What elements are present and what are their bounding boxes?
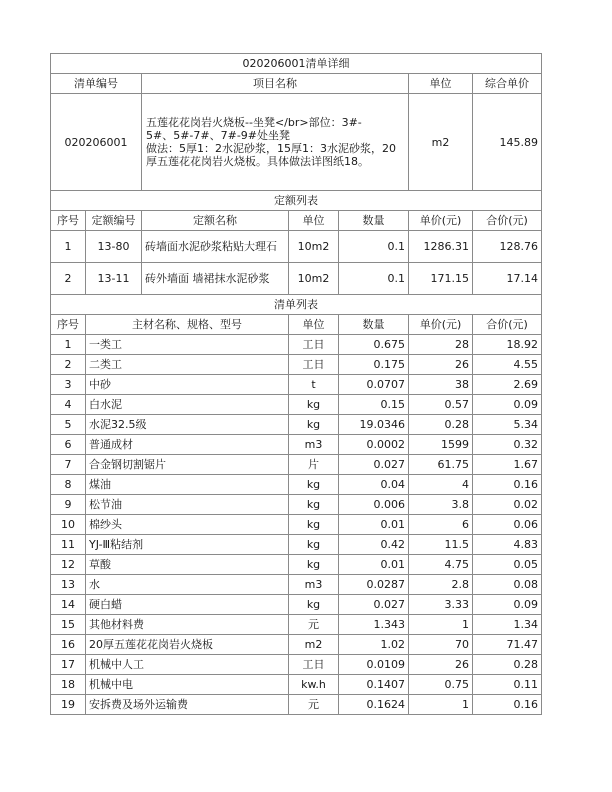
material-cell: kg — [289, 595, 339, 615]
material-cell: 0.04 — [339, 475, 409, 495]
material-row — [51, 655, 542, 675]
material-cell: 0.42 — [339, 535, 409, 555]
material-cell: 0.09 — [473, 595, 542, 615]
material-cell: 水 — [86, 575, 289, 595]
material-cell: 0.28 — [409, 415, 473, 435]
material-row — [51, 635, 542, 655]
material-cell: 0.02 — [473, 495, 542, 515]
material-cell: 0.675 — [339, 335, 409, 355]
material-cell: 1 — [409, 695, 473, 715]
material-cell: 71.47 — [473, 635, 542, 655]
quota-cell: 17.14 — [473, 263, 542, 295]
material-cell: 4 — [409, 475, 473, 495]
materials-section-title: 清单列表 — [51, 295, 542, 315]
material-row — [51, 575, 542, 595]
material-cell: kw.h — [289, 675, 339, 695]
material-row — [51, 415, 542, 435]
material-cell: 中砂 — [86, 375, 289, 395]
material-cell: 26 — [409, 655, 473, 675]
material-row — [51, 455, 542, 475]
materials-section-row — [51, 295, 542, 315]
material-cell: 硬白蜡 — [86, 595, 289, 615]
material-cell: 2 — [51, 355, 86, 375]
material-cell: 6 — [51, 435, 86, 455]
quota-row — [51, 231, 542, 263]
detail-sheet — [50, 53, 541, 715]
material-cell: 0.1407 — [339, 675, 409, 695]
item-description — [142, 94, 409, 191]
material-cell: 1.343 — [339, 615, 409, 635]
material-cell: 0.01 — [339, 555, 409, 575]
material-row — [51, 375, 542, 395]
material-cell: 9 — [51, 495, 86, 515]
material-cell: 0.1624 — [339, 695, 409, 715]
quota-cell: 0.1 — [339, 263, 409, 295]
material-cell: 0.05 — [473, 555, 542, 575]
item-description-line: 五莲花花岗岩火烧板--坐凳</br>部位：3#- — [146, 116, 362, 129]
quota-cell: 10m2 — [289, 231, 339, 263]
quota-header-cell: 单价(元) — [409, 211, 473, 231]
material-cell: 0.16 — [473, 695, 542, 715]
material-cell: 安拆费及场外运输费 — [86, 695, 289, 715]
item-description-line: 厚五莲花花岗岩火烧板。具体做法详图纸18。 — [146, 155, 369, 168]
item-name-header: 项目名称 — [142, 74, 409, 94]
item-description-line: 5#、5#-7#、7#-9#处坐凳 — [146, 129, 291, 142]
quota-cell: 128.76 — [473, 231, 542, 263]
quota-section-title: 定额列表 — [51, 191, 542, 211]
quota-cell: 2 — [51, 263, 86, 295]
material-cell: 0.0002 — [339, 435, 409, 455]
materials-header-row — [51, 315, 542, 335]
material-cell: 0.11 — [473, 675, 542, 695]
material-cell: 2.8 — [409, 575, 473, 595]
material-cell: 棉纱头 — [86, 515, 289, 535]
item-unit: m2 — [409, 94, 473, 191]
material-cell: 4 — [51, 395, 86, 415]
material-cell: 0.0109 — [339, 655, 409, 675]
quota-cell: 10m2 — [289, 263, 339, 295]
material-cell: 11.5 — [409, 535, 473, 555]
material-row — [51, 535, 542, 555]
material-row — [51, 475, 542, 495]
material-cell: kg — [289, 515, 339, 535]
material-row — [51, 615, 542, 635]
item-header-row — [51, 74, 542, 94]
material-cell: 0.75 — [409, 675, 473, 695]
material-cell: 元 — [289, 615, 339, 635]
material-cell: kg — [289, 475, 339, 495]
material-cell: 合金钢切割锯片 — [86, 455, 289, 475]
material-cell: 0.175 — [339, 355, 409, 375]
material-row — [51, 515, 542, 535]
material-cell: m2 — [289, 635, 339, 655]
material-cell: 0.09 — [473, 395, 542, 415]
material-cell: 0.06 — [473, 515, 542, 535]
material-cell: 3.8 — [409, 495, 473, 515]
material-cell: kg — [289, 415, 339, 435]
material-cell: 5 — [51, 415, 86, 435]
material-row — [51, 695, 542, 715]
material-cell: 一类工 — [86, 335, 289, 355]
material-cell: 元 — [289, 695, 339, 715]
material-cell: kg — [289, 395, 339, 415]
material-cell: 4.55 — [473, 355, 542, 375]
item-code: 020206001 — [51, 94, 142, 191]
material-cell: 0.0287 — [339, 575, 409, 595]
quota-row — [51, 263, 542, 295]
material-cell: 6 — [409, 515, 473, 535]
material-cell: 14 — [51, 595, 86, 615]
material-cell: 普通成材 — [86, 435, 289, 455]
quota-cell: 砖外墙面 墙裙抹水泥砂浆 — [142, 263, 289, 295]
quota-cell: 13-80 — [86, 231, 142, 263]
material-cell: 20厚五莲花花岗岩火烧板 — [86, 635, 289, 655]
material-cell: 4.83 — [473, 535, 542, 555]
item-code-header: 清单编号 — [51, 74, 142, 94]
material-cell: 7 — [51, 455, 86, 475]
material-cell: 草酸 — [86, 555, 289, 575]
quota-cell: 171.15 — [409, 263, 473, 295]
material-cell: m3 — [289, 575, 339, 595]
material-cell: 16 — [51, 635, 86, 655]
quota-header-cell: 定额名称 — [142, 211, 289, 231]
material-cell: 70 — [409, 635, 473, 655]
material-cell: 1 — [409, 615, 473, 635]
material-cell: 松节油 — [86, 495, 289, 515]
item-row — [51, 94, 542, 191]
material-cell: 0.027 — [339, 595, 409, 615]
material-row — [51, 395, 542, 415]
material-cell: 机械中电 — [86, 675, 289, 695]
quota-header-cell: 合价(元) — [473, 211, 542, 231]
material-cell: 1.67 — [473, 455, 542, 475]
material-cell: 11 — [51, 535, 86, 555]
material-cell: 片 — [289, 455, 339, 475]
material-cell: 0.0707 — [339, 375, 409, 395]
material-cell: 61.75 — [409, 455, 473, 475]
material-cell: 8 — [51, 475, 86, 495]
detail-table — [50, 53, 542, 715]
material-cell: 0.28 — [473, 655, 542, 675]
material-cell: kg — [289, 535, 339, 555]
material-cell: 3 — [51, 375, 86, 395]
materials-header-cell: 数量 — [339, 315, 409, 335]
material-cell: 0.57 — [409, 395, 473, 415]
quota-cell: 1286.31 — [409, 231, 473, 263]
material-cell: 工日 — [289, 655, 339, 675]
material-row — [51, 675, 542, 695]
item-unit-header: 单位 — [409, 74, 473, 94]
materials-header-cell: 单价(元) — [409, 315, 473, 335]
quota-cell: 1 — [51, 231, 86, 263]
material-row — [51, 355, 542, 375]
material-cell: 18.92 — [473, 335, 542, 355]
quota-header-cell: 序号 — [51, 211, 86, 231]
material-cell: 18 — [51, 675, 86, 695]
material-cell: 机械中人工 — [86, 655, 289, 675]
material-cell: t — [289, 375, 339, 395]
material-cell: 17 — [51, 655, 86, 675]
materials-header-cell: 合价(元) — [473, 315, 542, 335]
material-cell: kg — [289, 495, 339, 515]
material-cell: 0.01 — [339, 515, 409, 535]
material-cell: kg — [289, 555, 339, 575]
quota-header-cell: 定额编号 — [86, 211, 142, 231]
item-price-header: 综合单价 — [473, 74, 542, 94]
quota-header-cell: 数量 — [339, 211, 409, 231]
material-cell: 15 — [51, 615, 86, 635]
material-cell: 12 — [51, 555, 86, 575]
material-cell: 1.34 — [473, 615, 542, 635]
material-cell: 1599 — [409, 435, 473, 455]
materials-header-cell: 主材名称、规格、型号 — [86, 315, 289, 335]
material-cell: 2.69 — [473, 375, 542, 395]
material-row — [51, 495, 542, 515]
material-cell: 0.006 — [339, 495, 409, 515]
quota-section-row — [51, 191, 542, 211]
material-cell: 水泥32.5级 — [86, 415, 289, 435]
item-price: 145.89 — [473, 94, 542, 191]
material-row — [51, 555, 542, 575]
material-cell: 5.34 — [473, 415, 542, 435]
material-cell: 其他材料费 — [86, 615, 289, 635]
sheet-title-row — [51, 54, 542, 74]
quota-header-row — [51, 211, 542, 231]
materials-header-cell: 序号 — [51, 315, 86, 335]
material-cell: 白水泥 — [86, 395, 289, 415]
material-cell: 3.33 — [409, 595, 473, 615]
material-cell: 13 — [51, 575, 86, 595]
item-description-line: 做法：5厚1：2水泥砂浆，15厚1：3水泥砂浆，20 — [146, 142, 396, 155]
material-row — [51, 435, 542, 455]
material-cell: 0.08 — [473, 575, 542, 595]
materials-header-cell: 单位 — [289, 315, 339, 335]
material-cell: 28 — [409, 335, 473, 355]
quota-cell: 13-11 — [86, 263, 142, 295]
material-cell: 26 — [409, 355, 473, 375]
material-cell: 10 — [51, 515, 86, 535]
quota-cell: 0.1 — [339, 231, 409, 263]
sheet-title: 020206001清单详细 — [51, 54, 542, 74]
material-cell: m3 — [289, 435, 339, 455]
material-cell: 38 — [409, 375, 473, 395]
material-cell: 0.15 — [339, 395, 409, 415]
quota-header-cell: 单位 — [289, 211, 339, 231]
material-cell: 0.32 — [473, 435, 542, 455]
material-cell: 19.0346 — [339, 415, 409, 435]
material-row — [51, 595, 542, 615]
material-cell: 工日 — [289, 355, 339, 375]
quota-cell: 砖墙面水泥砂浆粘贴大理石 — [142, 231, 289, 263]
material-row — [51, 335, 542, 355]
material-cell: 二类工 — [86, 355, 289, 375]
material-cell: 0.16 — [473, 475, 542, 495]
material-cell: 0.027 — [339, 455, 409, 475]
material-cell: 1 — [51, 335, 86, 355]
material-cell: 工日 — [289, 335, 339, 355]
material-cell: 19 — [51, 695, 86, 715]
material-cell: 4.75 — [409, 555, 473, 575]
material-cell: 1.02 — [339, 635, 409, 655]
material-cell: YJ-Ⅲ粘结剂 — [86, 535, 289, 555]
material-cell: 煤油 — [86, 475, 289, 495]
